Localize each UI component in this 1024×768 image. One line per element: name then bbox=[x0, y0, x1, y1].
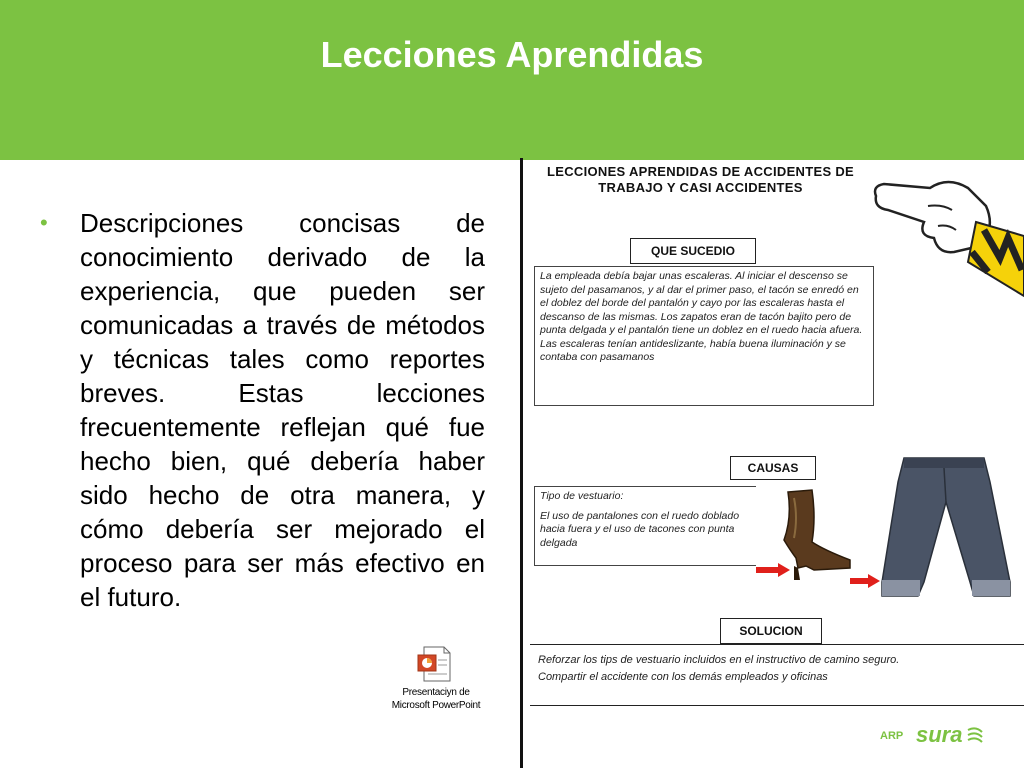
solucion-text bbox=[530, 644, 1024, 706]
bullet-text: Descripciones concisas de conocimiento derivado de la experiencia, que pueden ser comunicadas a través de métodos y técnicas tales como reportes breves. Estas lecciones frecuentemente reflejan qué fue hecho bien, qué debería haber sido hecho de otra manera, y cómo debería ser mejorado el proceso para ser más efectivo en el futuro. bbox=[80, 208, 485, 612]
pants-icon bbox=[874, 452, 1014, 598]
solucion-line-2: Compartir el accidente con los demás empleados y oficinas bbox=[538, 671, 828, 683]
title-banner bbox=[0, 0, 1024, 160]
sura-logo bbox=[880, 722, 990, 750]
red-arrow-icon bbox=[756, 563, 790, 577]
panel-heading-line-1: LECCIONES APRENDIDAS DE ACCIDENTES DE bbox=[546, 164, 854, 179]
causas-label: CAUSAS bbox=[730, 456, 816, 480]
causas-text bbox=[534, 486, 756, 566]
panel-heading bbox=[528, 164, 873, 196]
panel-divider bbox=[520, 158, 523, 768]
bullet-list bbox=[40, 206, 485, 614]
causas-line-2: El uso de pantalones con el ruedo doblado hacia fuera y el uso de tacones con punta delgada bbox=[540, 509, 740, 549]
que-sucedio-label: QUE SUCEDIO bbox=[630, 238, 756, 264]
caption-line-2: Microsoft PowerPoint bbox=[391, 700, 481, 711]
pointing-glove-icon bbox=[868, 166, 1024, 310]
solucion-line-1: Reforzar los tips de vestuario incluidos en el instructivo de camino seguro. bbox=[538, 654, 900, 666]
red-arrow-icon-2 bbox=[850, 574, 880, 588]
solucion-label: SOLUCION bbox=[720, 618, 822, 644]
embedded-file-caption[interactable] bbox=[380, 686, 492, 712]
powerpoint-file-icon[interactable] bbox=[416, 646, 454, 682]
caption-line-1: Presentaciyn de bbox=[402, 687, 470, 698]
panel-heading-line-2: TRABAJO Y CASI ACCIDENTES bbox=[598, 180, 803, 195]
slide-title: Lecciones Aprendidas bbox=[320, 34, 704, 75]
bullet-marker: • bbox=[40, 210, 48, 235]
que-sucedio-text: La empleada debía bajar unas escaleras. Al iniciar el descenso se sujeto del pasamanos, y al dar el primer paso, el tacón se enredó en el doblez del borde del pantalón y cayo por las escaleras hasta el descanso de las mismas. Los zapatos eran de tacón bajito pero de punta delgada y el pantalón tiene un doblez en el ruedo hacia afuera. Las escaleras tenían antideslizante, había buena iluminación y se contaba con pasamanos bbox=[534, 266, 874, 406]
causas-line-1: Tipo de vestuario: bbox=[540, 490, 624, 502]
logo-sura-text: sura bbox=[916, 722, 963, 747]
sura-swoosh-icon bbox=[966, 726, 984, 744]
logo-arp-text: ARP bbox=[880, 730, 904, 742]
